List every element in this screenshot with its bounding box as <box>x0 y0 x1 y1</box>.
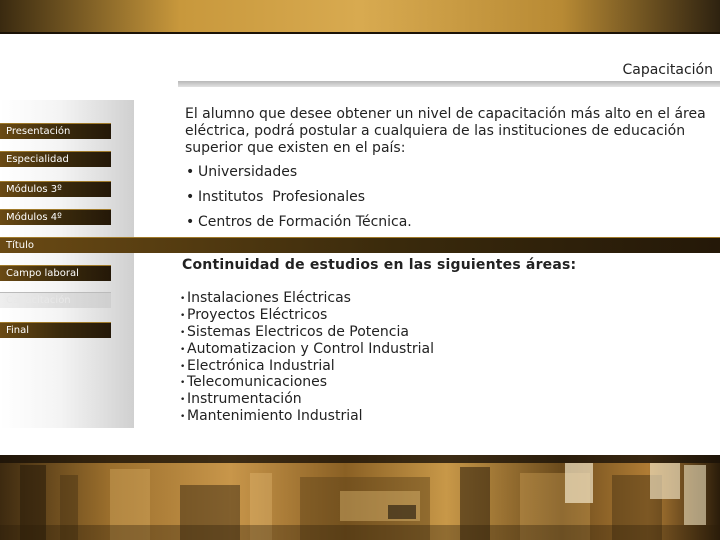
list-item <box>186 213 412 238</box>
sidebar-item-label: Título <box>6 240 35 251</box>
sidebar-item-label: Capacitación <box>6 295 71 306</box>
bullet-icon: • <box>186 214 195 230</box>
list-item <box>180 358 434 375</box>
list-item <box>180 391 434 408</box>
list-item <box>180 324 434 341</box>
list-item <box>180 290 434 307</box>
bullet-icon: • <box>180 361 186 372</box>
sidebar-item-modulos-3[interactable] <box>0 181 111 197</box>
bullet-icon: • <box>180 344 186 355</box>
area-label: Automatizacion y Control Industrial <box>187 340 434 357</box>
list-item <box>180 408 434 425</box>
bullet-icon: • <box>180 378 186 389</box>
list-item <box>180 374 434 391</box>
sidebar-item-presentacion[interactable] <box>0 123 111 139</box>
bullet-icon: • <box>180 412 186 423</box>
sidebar-item-especialidad[interactable] <box>0 151 111 167</box>
sidebar-item-label: Final <box>6 325 30 336</box>
bullet-icon: • <box>186 189 195 205</box>
continuity-heading: Continuidad de estudios en las siguientes áreas: <box>182 257 577 273</box>
sidebar-item-final[interactable] <box>0 322 111 338</box>
list-item <box>180 341 434 358</box>
area-label: Instalaciones Eléctricas <box>187 290 351 306</box>
title-divider <box>178 81 720 87</box>
sidebar-item-label: Especialidad <box>6 154 69 165</box>
sidebar-item-label: Campo laboral <box>6 268 79 279</box>
sidebar-item-label: Presentación <box>6 126 71 137</box>
area-label: Proyectos Eléctricos <box>187 306 328 323</box>
intro-paragraph: El alumno que desee obtener un nivel de capacitación más alto en el área eléctrica, podrá postular a cualquiera de las instituciones de educación superior que existen en el país: <box>185 106 706 156</box>
bullet-icon: • <box>186 164 195 180</box>
area-label: Sistemas Electricos de Potencia <box>187 323 409 340</box>
bullet-icon: • <box>180 327 186 338</box>
areas-list <box>180 290 434 425</box>
sidebar <box>0 100 134 428</box>
institution-label: Universidades <box>198 164 298 180</box>
list-item <box>186 188 412 213</box>
top-banner <box>0 0 720 34</box>
sidebar-item-label: Módulos 4º <box>6 212 62 223</box>
sidebar-item-capacitacion[interactable] <box>0 292 111 308</box>
list-item <box>180 307 434 324</box>
sidebar-item-campo-laboral[interactable] <box>0 265 111 281</box>
bullet-icon: • <box>180 294 186 304</box>
bullet-icon: • <box>180 310 186 321</box>
area-label: Telecomunicaciones <box>187 374 328 391</box>
bullet-icon: • <box>180 395 186 406</box>
institutions-list <box>186 163 412 238</box>
list-item <box>186 163 412 188</box>
street-scene-photo <box>0 455 720 540</box>
sidebar-item-label: Módulos 3º <box>6 184 62 195</box>
area-label: Instrumentación <box>187 391 302 408</box>
page-title: Capacitación <box>622 62 713 78</box>
area-label: Mantenimiento Industrial <box>187 408 363 425</box>
institution-label: Institutos Profesionales <box>198 189 366 205</box>
sidebar-item-titulo[interactable] <box>0 237 720 253</box>
institution-label: Centros de Formación Técnica. <box>198 214 412 230</box>
street-scene-illustration <box>0 455 720 540</box>
area-label: Electrónica Industrial <box>187 357 335 374</box>
sidebar-item-modulos-4[interactable] <box>0 209 111 225</box>
